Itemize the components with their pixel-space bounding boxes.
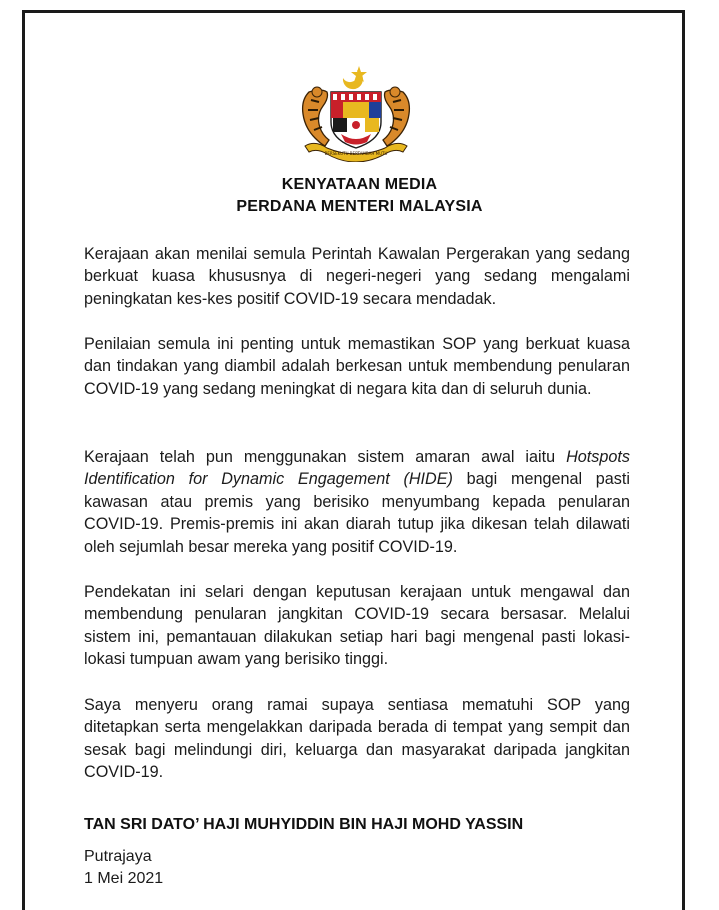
paragraph-3-hide-term: Hotspots Identification for Dynamic Engagement (HIDE) (84, 448, 630, 489)
paragraph-1: Kerajaan akan menilai semula Perintah Kawalan Pergerakan yang sedang berkuat kuasa khususnya di negeri-negeri yang sedang mengalami peningkatan kes-kes positif COVID-19 secara mendadak. (84, 245, 630, 308)
paragraph-5: Saya menyeru orang ramai supaya sentiasa mematuhi SOP yang ditetapkan serta mengelakkan daripada berada di tempat yang sempit dan sesak bagi melindungi diri, keluarga dan masyarakat daripada jangkitan COVID-19. (84, 696, 630, 782)
date: 1 Mei 2021 (84, 870, 164, 887)
paragraph-2: Penilaian semula ini penting untuk memastikan SOP yang berkuat kuasa dan tindakan yang diambil adalah berkesan untuk membendung penularan COVID-19 yang sedang meningkat di negara kita dan di seluruh dunia. (84, 335, 630, 398)
crest-motto: BERSEKUTU BERTAMBAH MUTU (324, 151, 388, 156)
signer-name: TAN SRI DATO’ HAJI MUHYIDDIN BIN HAJI MOHD YASSIN (84, 816, 524, 833)
document-title-line1: KENYATAAN MEDIA (281, 176, 438, 193)
document-title-line2: PERDANA MENTERI MALAYSIA (236, 198, 483, 215)
paragraph-3-text-after: bagi mengenal pasti kawasan atau premis yang berisiko menyumbang kepada penularan COVID-19. Premis-premis ini akan diarah tutup jika dikesan telah dilawati oleh sejumlah besar mereka yang positif COVID-19. (84, 470, 630, 556)
malaysia-coat-of-arms-icon (291, 62, 421, 162)
location: Putrajaya (84, 848, 152, 865)
paragraph-3 (84, 446, 630, 558)
paragraph-3-text-before: Kerajaan telah pun menggunakan sistem amaran awal iaitu (84, 448, 567, 466)
paragraph-4: Pendekatan ini selari dengan keputusan kerajaan untuk mengawal dan membendung penularan jangkitan COVID-19 secara bersasar. Melalui sistem ini, pemantauan dilakukan setiap hari bagi mengenal pasti lokasi-lokasi tumpuan awam yang berisiko tinggi. (84, 583, 630, 669)
